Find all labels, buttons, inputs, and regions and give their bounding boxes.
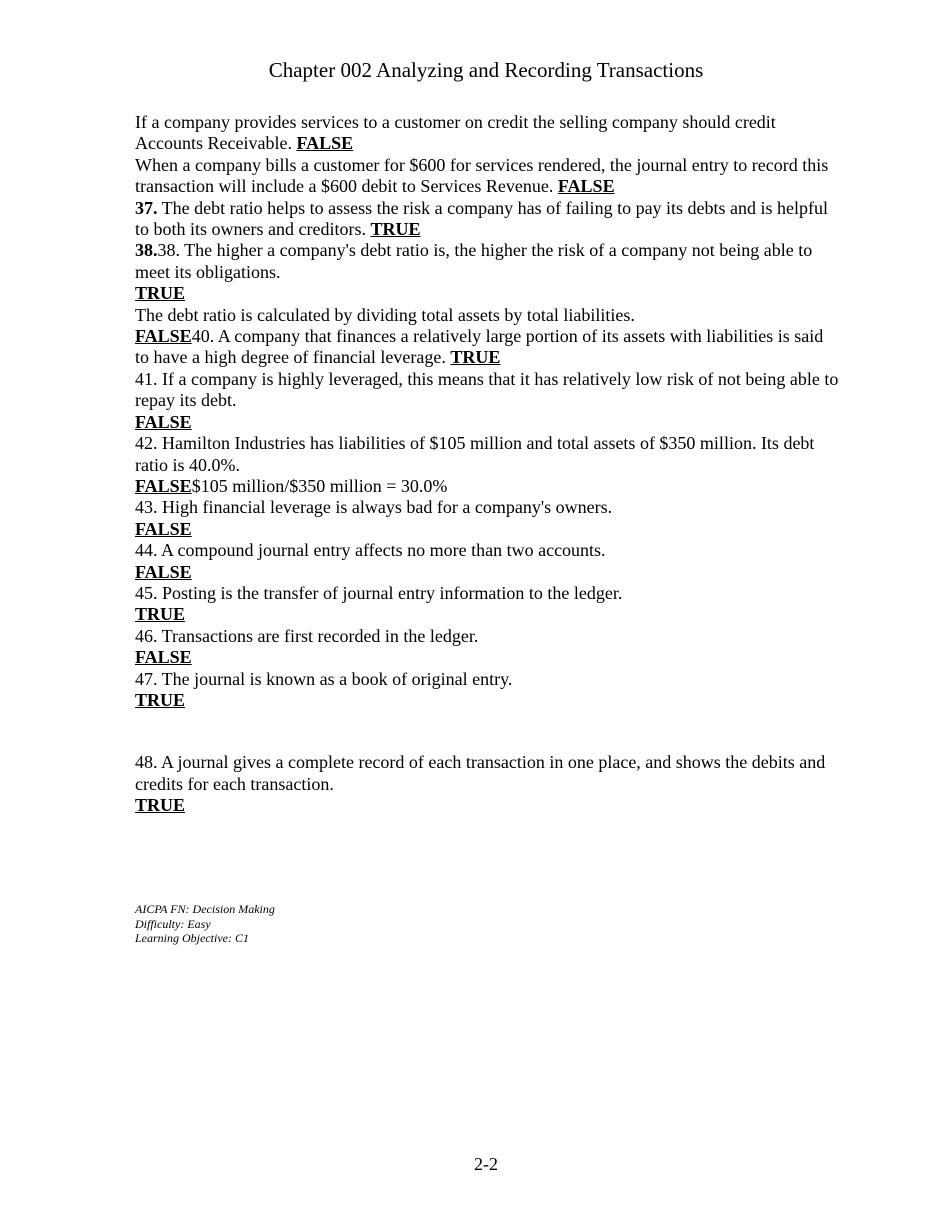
page-number: 2-2 [474,1154,498,1174]
question-text: 38. The higher a company's debt ratio is, the higher the risk of a company not being able to meet its obligations. [135,240,813,282]
page-title: Chapter 002 Analyzing and Recording Transactions [268,58,704,82]
question-metadata [135,902,275,946]
answer-label: TRUE [370,219,421,240]
question-item [135,155,841,198]
answer-label: FALSE [135,475,192,496]
learning-objective-tag: Learning Objective: C1 [135,931,249,945]
answer-line [135,562,841,583]
question-text: 40. A company that finances a relatively large portion of its assets with liabilities is said to have a high degree of financial leverage. [135,326,824,368]
question-text: The debt ratio helps to assess the risk a company has of failing to pay its debts and is helpful to both its owners and creditors. [135,197,829,240]
spacer [135,711,841,752]
answer-label: TRUE [135,795,186,816]
question-text: 46. Transactions are first recorded in the ledger. [135,625,479,646]
answer-line [135,519,841,540]
question-text: When a company bills a customer for $600 for services rendered, the journal entry to record this transaction will include a $600 debit to Services Revenue. [135,154,829,197]
question-item [135,752,841,795]
question-item [135,669,841,690]
answer-label: FALSE [296,133,354,154]
question-item [135,540,841,561]
answer-line [135,795,841,816]
aicpa-tag: AICPA FN: Decision Making [135,902,275,916]
answer-line [135,690,841,711]
answer-line [135,604,841,625]
question-text: 45. Posting is the transfer of journal entry information to the ledger. [135,582,623,603]
question-number: 37. [135,197,158,218]
question-text: The debt ratio is calculated by dividing total assets by total liabilities. [135,304,635,325]
question-item [135,626,841,647]
answer-line [135,647,841,668]
answer-label: FALSE [135,518,192,539]
answer-label: TRUE [135,689,186,710]
answer-line [135,412,841,433]
question-item [135,326,841,369]
explanation-text: $105 million/$350 million = 30.0% [191,475,448,496]
answer-label: TRUE [135,283,186,304]
question-text: 42. Hamilton Industries has liabilities of $105 million and total assets of $350 million. Its debt ratio is 40.0%. [135,433,815,475]
question-item [135,305,841,326]
answer-label: FALSE [135,326,192,347]
question-item [135,112,841,155]
question-number: 38. [135,240,158,261]
question-text: 48. A journal gives a complete record of each transaction in one place, and shows the debits and credits for each transaction. [135,752,826,794]
question-text: 41. If a company is highly leveraged, this means that it has relatively low risk of not being able to repay its debt. [135,368,839,411]
answer-line [135,283,841,304]
answer-label: FALSE [557,176,615,197]
question-item [135,198,841,241]
answer-label: FALSE [135,411,192,432]
question-item [135,433,841,476]
answer-label: TRUE [450,347,501,368]
question-text: 47. The journal is known as a book of original entry. [135,668,513,689]
question-text: 44. A compound journal entry affects no more than two accounts. [135,540,606,561]
answer-label: TRUE [135,604,186,625]
difficulty-tag: Difficulty: Easy [135,916,211,931]
question-item [135,497,841,518]
question-text: If a company provides services to a customer on credit the selling company should credit Accounts Receivable. [135,112,776,154]
question-item [135,369,841,412]
question-text: 43. High financial leverage is always bad for a company's owners. [135,497,613,518]
answer-line [135,476,841,497]
answer-label: FALSE [135,647,192,668]
question-list [135,112,841,817]
question-item [135,583,841,604]
answer-label: FALSE [135,561,192,582]
question-item [135,240,841,283]
